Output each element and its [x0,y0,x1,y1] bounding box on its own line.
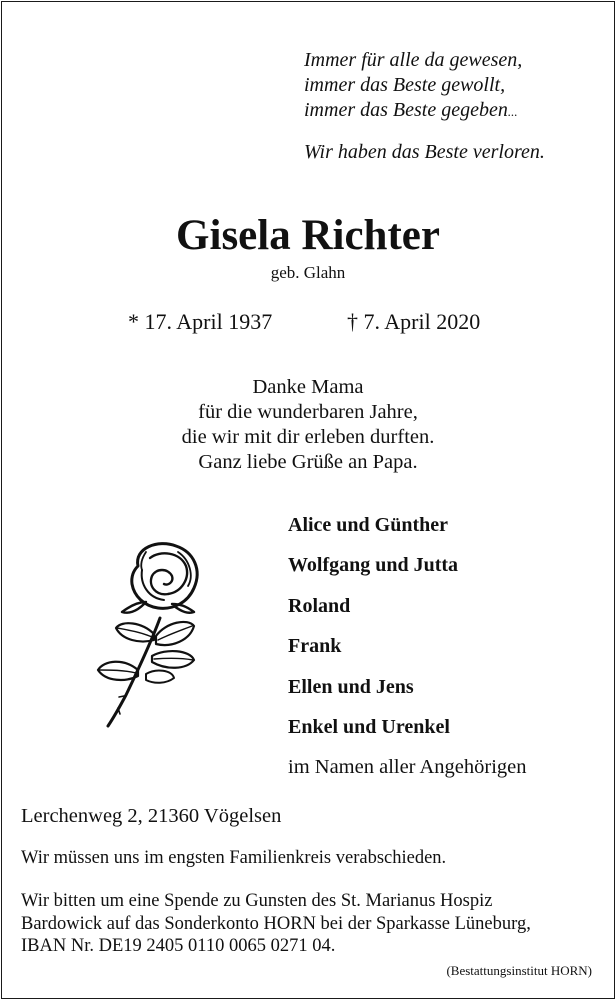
poem-line: Immer für alle da gewesen, [304,49,523,71]
donation-line: IBAN Nr. DE19 2405 0110 0065 0271 04. [21,936,336,956]
rose-icon [94,540,210,730]
signer-name: Ellen und Jens [288,675,414,698]
poem-line [304,98,545,124]
deceased-name: Gisela Richter [176,212,440,259]
poem-line-text: immer das Beste gegeben [304,99,508,121]
obituary-notice [1,1,615,999]
undertaker-credit: (Bestattungsinstitut HORN) [446,963,592,978]
thanks-line: Danke Mama [252,376,364,398]
birth-date: * 17. April 1937 [128,309,273,334]
signer-name: Alice und Günther [288,514,449,536]
memorial-poem [304,48,545,165]
thanks-message [2,375,614,475]
signer-name: Roland [288,594,351,617]
signer-name: Enkel und Urenkel [288,715,450,738]
private-farewell-note: Wir müssen uns im engsten Familienkreis verabschieden. [21,848,447,868]
signers-list [288,512,458,754]
signer-name: Frank [288,635,342,658]
signer-name: Wolfgang und Jutta [288,554,459,577]
thanks-line: die wir mit dir erleben durften. [181,426,435,448]
poem-line: immer das Beste gewollt, [304,74,506,96]
poem-line: Wir haben das Beste verloren. [304,141,545,163]
donation-line: Wir bitten um eine Spende zu Gunsten des St. Marianus Hospiz [21,891,493,911]
donation-line: Bardowick auf das Sonderkonto HORN bei der Sparkasse Lüneburg, [21,913,531,934]
poem-ellipsis: ... [507,104,518,119]
family-note: im Namen aller Angehörigen [288,756,527,778]
donation-request [21,890,531,958]
thanks-line: für die wunderbaren Jahre, [198,401,418,423]
birth-name: geb. Glahn [270,263,346,282]
thanks-line: Ganz liebe Grüße an Papa. [198,451,418,473]
address: Lerchenweg 2, 21360 Vögelsen [21,805,282,827]
death-date: † 7. April 2020 [347,309,481,334]
